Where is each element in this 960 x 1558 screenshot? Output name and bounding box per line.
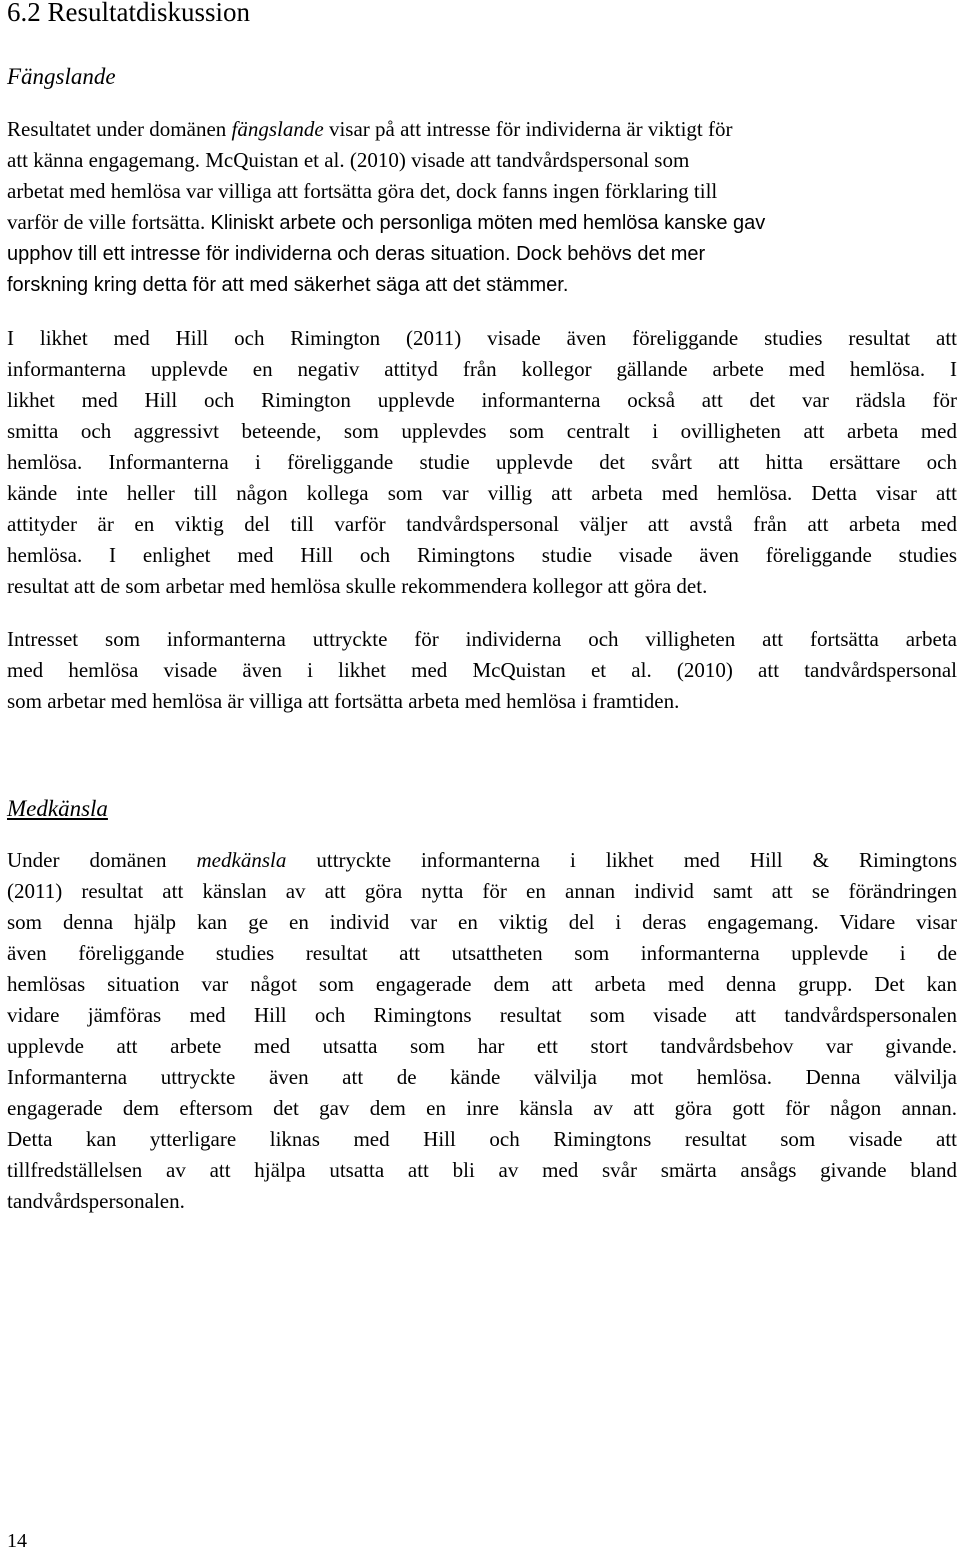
paragraph-line: vidare jämföras med Hill och Rimingtons resultat som visade att tandvårdspersonalen (7, 1003, 957, 1027)
paragraph-medkansla-1 (7, 845, 957, 1217)
paragraph-line: resultat att de som arbetar med hemlösa skulle rekommendera kollegor att göra det. (7, 574, 708, 598)
text-span: visar på att intresse för individerna är viktigt för (323, 117, 733, 141)
paragraph-line: engagerade dem eftersom det gav dem en inre känsla av att göra gott för någon annan. (7, 1096, 957, 1120)
paragraph-line: att känna engagemang. McQuistan et al. (2010) visade att tandvårdspersonal som (7, 148, 690, 172)
paragraph-line: I likhet med Hill och Rimington (2011) visade även föreliggande studies resultat att (7, 326, 957, 350)
emphasis-text: medkänsla (196, 848, 287, 872)
paragraph-line: tandvårdspersonalen. (7, 1189, 185, 1213)
paragraph-line: Informanterna uttryckte även att de kände välvilja mot hemlösa. Denna välvilja (7, 1065, 957, 1089)
text-span: Resultatet under domänen (7, 117, 232, 141)
page-number: 14 (7, 1530, 27, 1552)
paragraph-line: (2011) resultat att känslan av att göra nytta för en annan individ samt att se förändringen (7, 879, 957, 903)
paragraph-line: som arbetar med hemlösa är villiga att fortsätta arbeta med hemlösa i framtiden. (7, 689, 680, 713)
text-span: Under domänen (7, 848, 197, 872)
paragraph-line: arbetat med hemlösa var villiga att fortsätta göra det, dock fanns ingen förklaring till (7, 179, 718, 203)
paragraph-line: informanterna upplevde en negativ attityd från kollegor gällande arbete med hemlösa. I (7, 357, 957, 381)
paragraph-line: smitta och aggressivt beteende, som upplevdes som centralt i ovilligheten att arbeta med (7, 419, 957, 443)
paragraph-line (7, 207, 957, 239)
paragraph-line (7, 845, 957, 876)
paragraph-line: attityder är en viktig del till varför tandvårdspersonal väljer att avstå från att arbeta med (7, 512, 957, 536)
text-span: Kliniskt arbete och personliga möten med hemlösa kanske gav (210, 212, 766, 234)
paragraph-fangslande-2 (7, 323, 957, 602)
text-span: uttryckte informanterna i likhet med Hill & Rimingtons (286, 848, 957, 872)
paragraph-line: hemlösas situation var något som engagerade dem att arbeta med denna grupp. Det kan (7, 972, 957, 996)
paragraph-line: upphov till ett intresse för individerna och deras situation. Dock behövs det mer (7, 243, 706, 265)
paragraph-line: kände inte heller till någon kollega som var villig att arbeta med hemlösa. Detta visar att (7, 481, 957, 505)
paragraph-line: som denna hjälp kan ge en individ var en viktig del i deras engagemang. Vidare visar (7, 910, 957, 934)
paragraph-line: med hemlösa visade även i likhet med McQuistan et al. (2010) att tandvårdspersonal (7, 658, 957, 682)
paragraph-line: tillfredställelsen av att hjälpa utsatta att bli av med svår smärta ansågs givande bland (7, 1158, 957, 1182)
paragraph-line: Detta kan ytterligare liknas med Hill och Rimingtons resultat som visade att (7, 1127, 957, 1151)
paragraph-line: hemlösa. I enlighet med Hill och Rimingtons studie visade även föreliggande studies (7, 543, 957, 567)
section-heading: 6.2 Resultatdiskussion (7, 0, 251, 27)
emphasis-text: fängslande (231, 117, 324, 141)
paragraph-fangslande-1 (7, 114, 957, 301)
paragraph-fangslande-3 (7, 624, 957, 717)
paragraph-line: forskning kring detta för att med säkerhet säga att det stämmer. (7, 274, 569, 296)
subheading-fangslande: Fängslande (7, 64, 116, 89)
paragraph-line: även föreliggande studies resultat att utsattheten som informanterna upplevde i de (7, 941, 957, 965)
paragraph-line: upplevde att arbete med utsatta som har ett stort tandvårdsbehov var givande. (7, 1034, 957, 1058)
paragraph-line: Intresset som informanterna uttryckte för individerna och villigheten att fortsätta arbeta (7, 627, 957, 651)
text-span: varför de ville fortsätta. (7, 210, 211, 234)
paragraph-line: hemlösa. Informanterna i föreliggande studie upplevde det svårt att hitta ersättare och (7, 450, 957, 474)
subheading-medkansla: Medkänsla (7, 796, 108, 821)
paragraph-line: likhet med Hill och Rimington upplevde informanterna också att det var rädsla för (7, 388, 957, 412)
paragraph-line (7, 114, 957, 145)
